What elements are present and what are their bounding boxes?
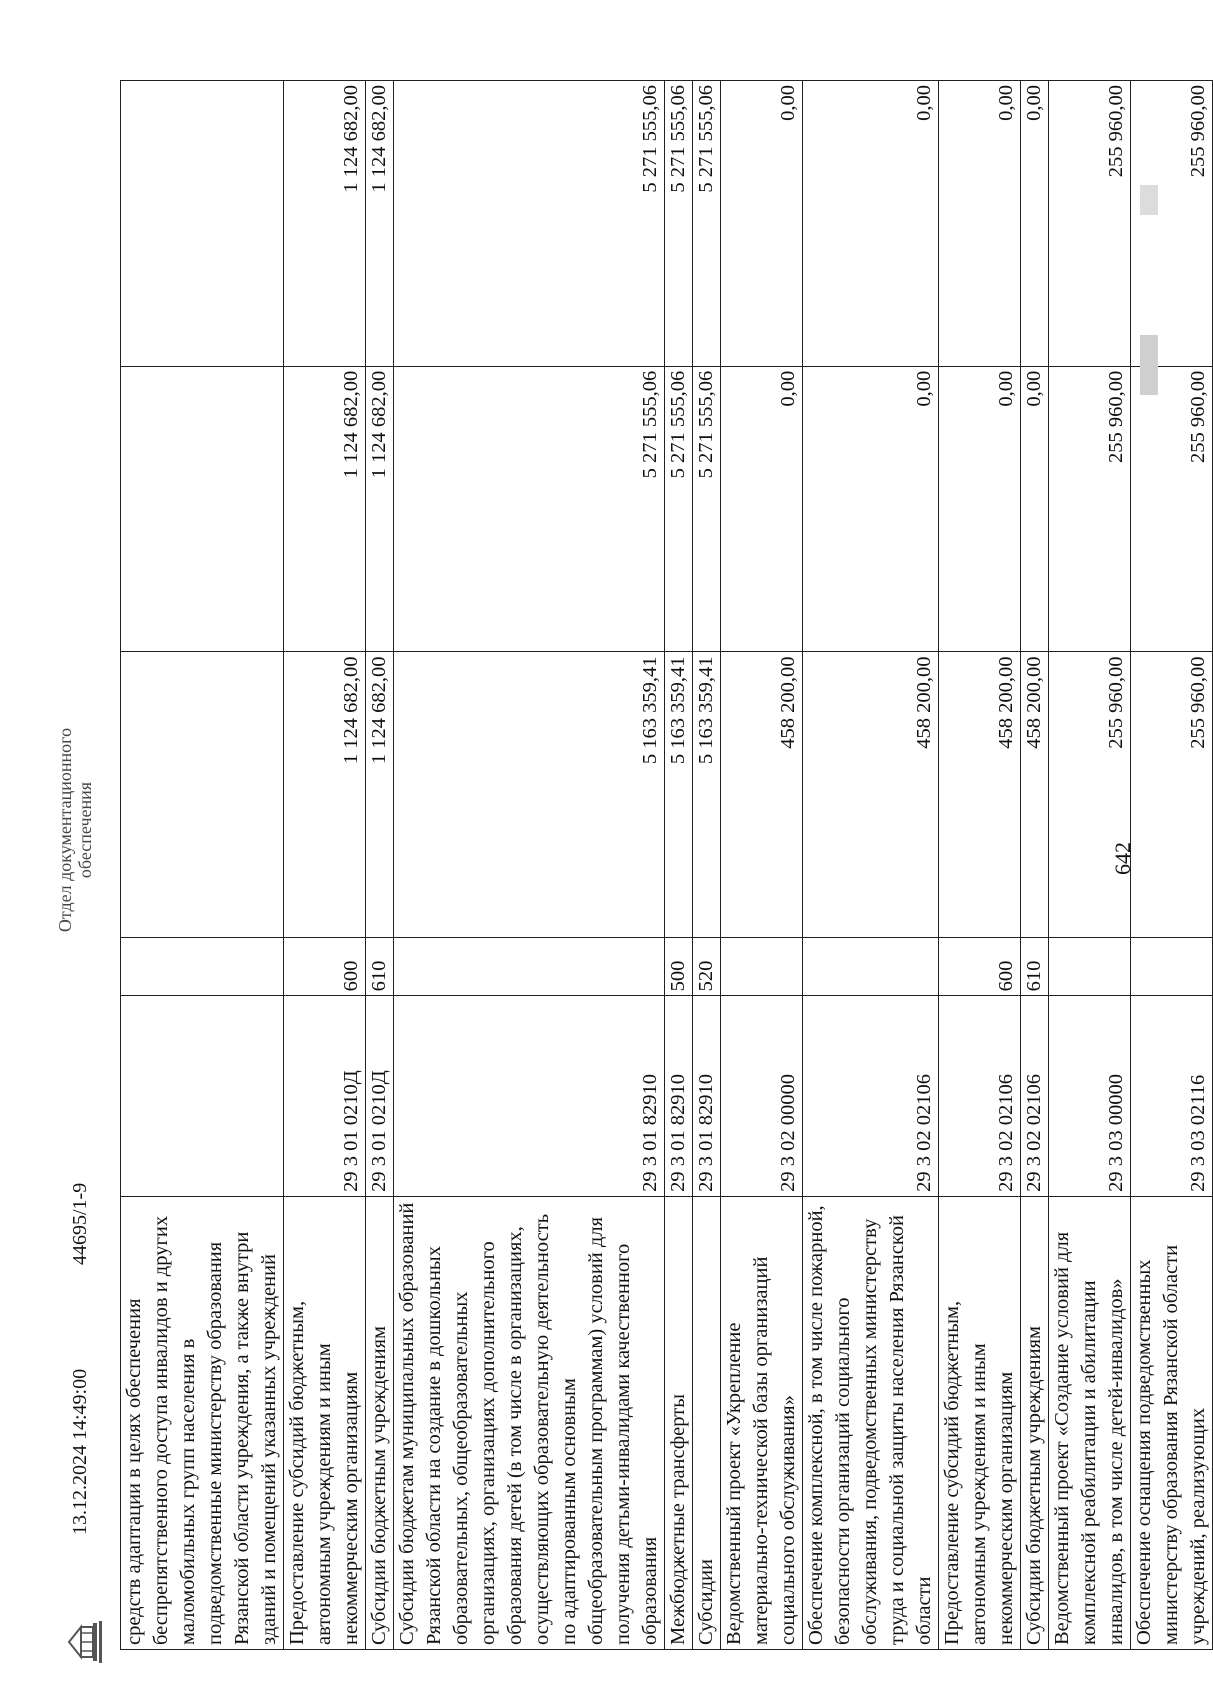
row-value-2026-cell: 5 271 555,06 [394, 366, 665, 652]
page-number: 642 [1110, 842, 1135, 875]
row-name-cell: Субсидии бюджетам муниципальных образований Рязанской области на создание в дошкольных образовательных, общеобразовательных организациях, организациях дополнительного образования детей (в том числе в организациях, осуществляющих образовательную деятельность по адаптированным основным общеобразовательным программам) условий для получения детьми-инвалидами качественного образования [394, 1196, 665, 1649]
coat-of-arms-icon [63, 1619, 105, 1665]
row-value-2027-cell: 1 124 682,00 [366, 81, 394, 367]
document-date: 13.12.2024 14:49:00 [69, 1368, 91, 1535]
page-footer [55, 0, 115, 1695]
row-code-cell: 29 3 01 82910 [394, 996, 665, 1197]
budget-table [120, 80, 1213, 1650]
row-value-2025-cell: 458 200,00 [721, 652, 803, 938]
row-expense-type-cell: 520 [693, 938, 721, 996]
department-stamp [55, 680, 95, 980]
row-value-2026-cell: 0,00 [721, 366, 803, 652]
row-value-2027-cell: 0,00 [803, 81, 939, 367]
row-value-2025-cell: 458 200,00 [939, 652, 1021, 938]
row-name-cell: Ведомственный проект «Создание условий для комплексной реабилитации и абилитации инвалидов, в том числе детей-инвалидов» [1049, 1196, 1131, 1649]
table-row [665, 81, 693, 1650]
table-row [1131, 81, 1213, 1650]
row-code-cell: 29 3 02 02106 [1021, 996, 1049, 1197]
row-value-2027-cell: 5 271 555,06 [693, 81, 721, 367]
row-code-cell [121, 996, 284, 1197]
row-name-cell: Субсидии бюджетным учреждениям [1021, 1196, 1049, 1649]
scan-artifact [1140, 335, 1158, 395]
row-value-2026-cell: 1 124 682,00 [366, 366, 394, 652]
row-value-2027-cell: 0,00 [721, 81, 803, 367]
row-expense-type-cell [394, 938, 665, 996]
row-value-2026-cell: 255 960,00 [1131, 366, 1213, 652]
row-value-2025-cell: 5 163 359,41 [665, 652, 693, 938]
row-value-2025-cell [121, 652, 284, 938]
row-value-2026-cell: 1 124 682,00 [284, 366, 366, 652]
row-value-2025-cell: 458 200,00 [803, 652, 939, 938]
row-value-2027-cell: 1 124 682,00 [284, 81, 366, 367]
table-row [394, 81, 665, 1650]
row-value-2027-cell: 255 960,00 [1131, 81, 1213, 367]
row-value-2026-cell [121, 366, 284, 652]
row-value-2027-cell: 5 271 555,06 [665, 81, 693, 367]
row-value-2026-cell: 0,00 [803, 366, 939, 652]
row-name-cell: Предоставление субсидий бюджетным, автономным учреждениям и иным некоммерческим организациям [939, 1196, 1021, 1649]
budget-table-body [121, 81, 1213, 1650]
table-row [284, 81, 366, 1650]
row-code-cell: 29 3 01 0210Д [284, 996, 366, 1197]
row-value-2026-cell: 0,00 [939, 366, 1021, 652]
row-value-2026-cell: 5 271 555,06 [693, 366, 721, 652]
row-value-2025-cell: 255 960,00 [1049, 652, 1131, 938]
row-name-cell: Межбюджетные трансферты [665, 1196, 693, 1649]
row-code-cell: 29 3 02 02106 [803, 996, 939, 1197]
table-row [1049, 81, 1131, 1650]
row-value-2027-cell: 0,00 [939, 81, 1021, 367]
row-value-2025-cell: 5 163 359,41 [693, 652, 721, 938]
table-row [1021, 81, 1049, 1650]
row-name-cell: Обеспечение комплексной, в том числе пожарной, безопасности организаций социального обслуживания, подведомственных министерству труда и социальной защиты населения Рязанской области [803, 1196, 939, 1649]
row-expense-type-cell [1131, 938, 1213, 996]
row-code-cell: 29 3 01 82910 [693, 996, 721, 1197]
row-value-2027-cell: 255 960,00 [1049, 81, 1131, 367]
row-code-cell: 29 3 02 02106 [939, 996, 1021, 1197]
table-row [121, 81, 284, 1650]
row-code-cell: 29 3 01 0210Д [366, 996, 394, 1197]
row-name-cell: Предоставление субсидий бюджетным, автономным учреждениям и иным некоммерческим организациям [284, 1196, 366, 1649]
row-value-2025-cell: 1 124 682,00 [366, 652, 394, 938]
row-expense-type-cell [721, 938, 803, 996]
row-expense-type-cell [1049, 938, 1131, 996]
row-name-cell: средств адаптации в целях обеспечения беспрепятственного доступа инвалидов и других маломобильных групп населения в подведомственные министерству образования Рязанской области учреждения, а также внутри зданий и помещений указанных учреждений [121, 1196, 284, 1649]
row-value-2025-cell: 255 960,00 [1131, 652, 1213, 938]
row-expense-type-cell: 610 [1021, 938, 1049, 996]
row-value-2026-cell: 255 960,00 [1049, 366, 1131, 652]
row-expense-type-cell: 610 [366, 938, 394, 996]
table-row [721, 81, 803, 1650]
row-expense-type-cell: 500 [665, 938, 693, 996]
row-value-2027-cell [121, 81, 284, 367]
row-expense-type-cell [803, 938, 939, 996]
row-value-2026-cell: 0,00 [1021, 366, 1049, 652]
row-value-2027-cell: 0,00 [1021, 81, 1049, 367]
row-value-2025-cell: 5 163 359,41 [394, 652, 665, 938]
row-code-cell: 29 3 01 82910 [665, 996, 693, 1197]
stamp-line-2: обеспечения [75, 781, 95, 879]
row-name-cell: Ведомственный проект «Укрепление материально-технической базы организаций социального обслуживания» [721, 1196, 803, 1649]
row-code-cell: 29 3 03 02116 [1131, 996, 1213, 1197]
scan-artifact [1140, 185, 1158, 215]
row-value-2027-cell: 5 271 555,06 [394, 81, 665, 367]
table-row [939, 81, 1021, 1650]
table-row [693, 81, 721, 1650]
row-code-cell: 29 3 03 00000 [1049, 996, 1131, 1197]
row-expense-type-cell: 600 [939, 938, 1021, 996]
table-row [366, 81, 394, 1650]
row-value-2025-cell: 458 200,00 [1021, 652, 1049, 938]
row-code-cell: 29 3 02 00000 [721, 996, 803, 1197]
row-expense-type-cell [121, 938, 284, 996]
row-name-cell: Субсидии [693, 1196, 721, 1649]
table-row [803, 81, 939, 1650]
stamp-line-1: Отдел документационного [55, 727, 75, 933]
document-number: 44695/1-9 [69, 1182, 91, 1265]
row-name-cell: Субсидии бюджетным учреждениям [366, 1196, 394, 1649]
row-value-2025-cell: 1 124 682,00 [284, 652, 366, 938]
row-expense-type-cell: 600 [284, 938, 366, 996]
row-value-2026-cell: 5 271 555,06 [665, 366, 693, 652]
row-name-cell: Обеспечение оснащения подведомственных министерству образования Рязанской области учреждений, реализующих [1131, 1196, 1213, 1649]
